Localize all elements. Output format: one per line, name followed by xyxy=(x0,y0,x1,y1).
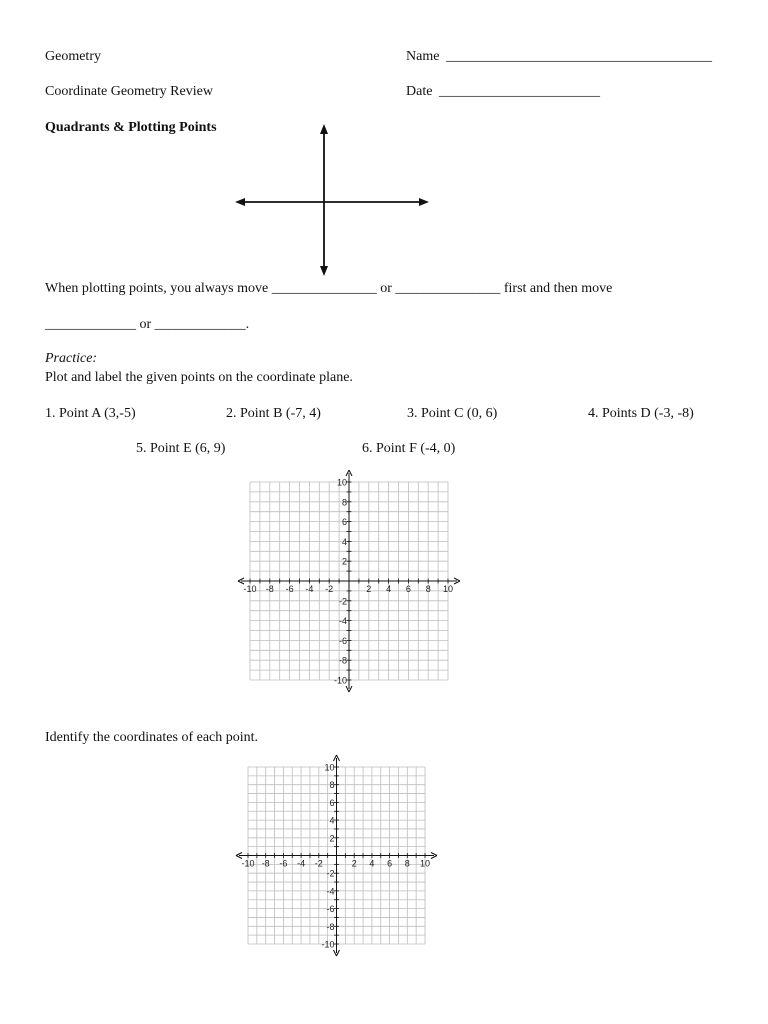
x-tick-label: -10 xyxy=(241,858,255,869)
sentence-end: . xyxy=(245,317,250,332)
y-tick-label: -8 xyxy=(326,921,335,932)
y-tick-label: 8 xyxy=(329,780,335,791)
x-tick-label: 4 xyxy=(386,584,392,594)
date-label: Date xyxy=(406,84,433,99)
blank-4[interactable]: _____________ xyxy=(154,317,246,332)
practice-point-6: 6. Point F (-4, 0) xyxy=(362,441,456,456)
x-tick-label: -2 xyxy=(325,584,334,594)
y-tick-label: 2 xyxy=(341,556,347,567)
name-blank[interactable]: ______________________________________ xyxy=(446,49,712,64)
sentence-part2: first and then move xyxy=(503,281,613,296)
x-tick-label: 10 xyxy=(419,858,431,869)
blank-2[interactable]: _______________ xyxy=(395,281,501,296)
x-tick-label: -2 xyxy=(314,858,323,869)
practice-point-2: 2. Point B (-7, 4) xyxy=(226,406,321,421)
y-tick-label: 4 xyxy=(341,536,347,547)
x-tick-label: -4 xyxy=(297,858,306,869)
x-tick-label: -8 xyxy=(261,858,270,869)
y-tick-label: -4 xyxy=(326,886,335,897)
date-blank[interactable]: _______________________ xyxy=(439,84,600,99)
x-tick-label: 6 xyxy=(405,584,411,594)
practice-point-3: 3. Point C (0, 6) xyxy=(407,406,498,421)
practice-point-5: 5. Point E (6, 9) xyxy=(136,441,226,456)
x-tick-label: 4 xyxy=(369,858,375,869)
y-tick-label: 4 xyxy=(329,815,335,826)
practice-point-1: 1. Point A (3,-5) xyxy=(45,406,136,421)
y-tick-label: 6 xyxy=(341,517,347,528)
or-2: or xyxy=(139,317,152,332)
x-tick-label: 8 xyxy=(425,584,431,594)
y-tick-label: -2 xyxy=(338,596,347,607)
x-tick-label: -6 xyxy=(279,858,288,869)
y-tick-label: -2 xyxy=(326,868,335,879)
x-tick-label: -4 xyxy=(305,584,314,594)
y-tick-label: -10 xyxy=(333,675,347,686)
name-label: Name xyxy=(406,49,440,64)
or-1: or xyxy=(380,281,392,296)
practice-label: Practice: xyxy=(45,351,98,366)
x-tick-label: 2 xyxy=(351,858,357,869)
y-tick-label: 8 xyxy=(341,497,347,508)
x-tick-label: -6 xyxy=(285,584,294,594)
y-tick-label: -4 xyxy=(338,616,347,627)
y-tick-label: 10 xyxy=(336,477,347,488)
y-tick-label: -6 xyxy=(338,635,347,646)
y-tick-label: 6 xyxy=(329,797,335,808)
x-tick-label: 2 xyxy=(366,584,372,594)
x-tick-label: 10 xyxy=(442,584,454,594)
x-tick-label: 8 xyxy=(404,858,410,869)
x-tick-label: 6 xyxy=(387,858,393,869)
y-tick-label: -6 xyxy=(326,904,335,915)
course-title: Geometry xyxy=(45,49,101,64)
x-tick-label: -10 xyxy=(243,584,257,594)
practice-point-4: 4. Points D (-3, -8) xyxy=(588,406,694,421)
x-tick-label: -8 xyxy=(265,584,274,594)
sentence-part1: When plotting points, you always move xyxy=(45,281,269,296)
practice-instruction: Plot and label the given points on the coordinate plane. xyxy=(45,370,353,385)
section-title: Quadrants & Plotting Points xyxy=(45,120,217,135)
unit-title: Coordinate Geometry Review xyxy=(45,84,213,99)
y-tick-label: -10 xyxy=(321,939,335,950)
y-tick-label: 2 xyxy=(329,833,335,844)
y-tick-label: -8 xyxy=(338,655,347,666)
y-tick-label: 10 xyxy=(324,762,335,773)
identify-instruction: Identify the coordinates of each point. xyxy=(45,730,259,745)
blank-3[interactable]: _____________ xyxy=(45,317,136,332)
blank-1[interactable]: _______________ xyxy=(271,281,377,296)
